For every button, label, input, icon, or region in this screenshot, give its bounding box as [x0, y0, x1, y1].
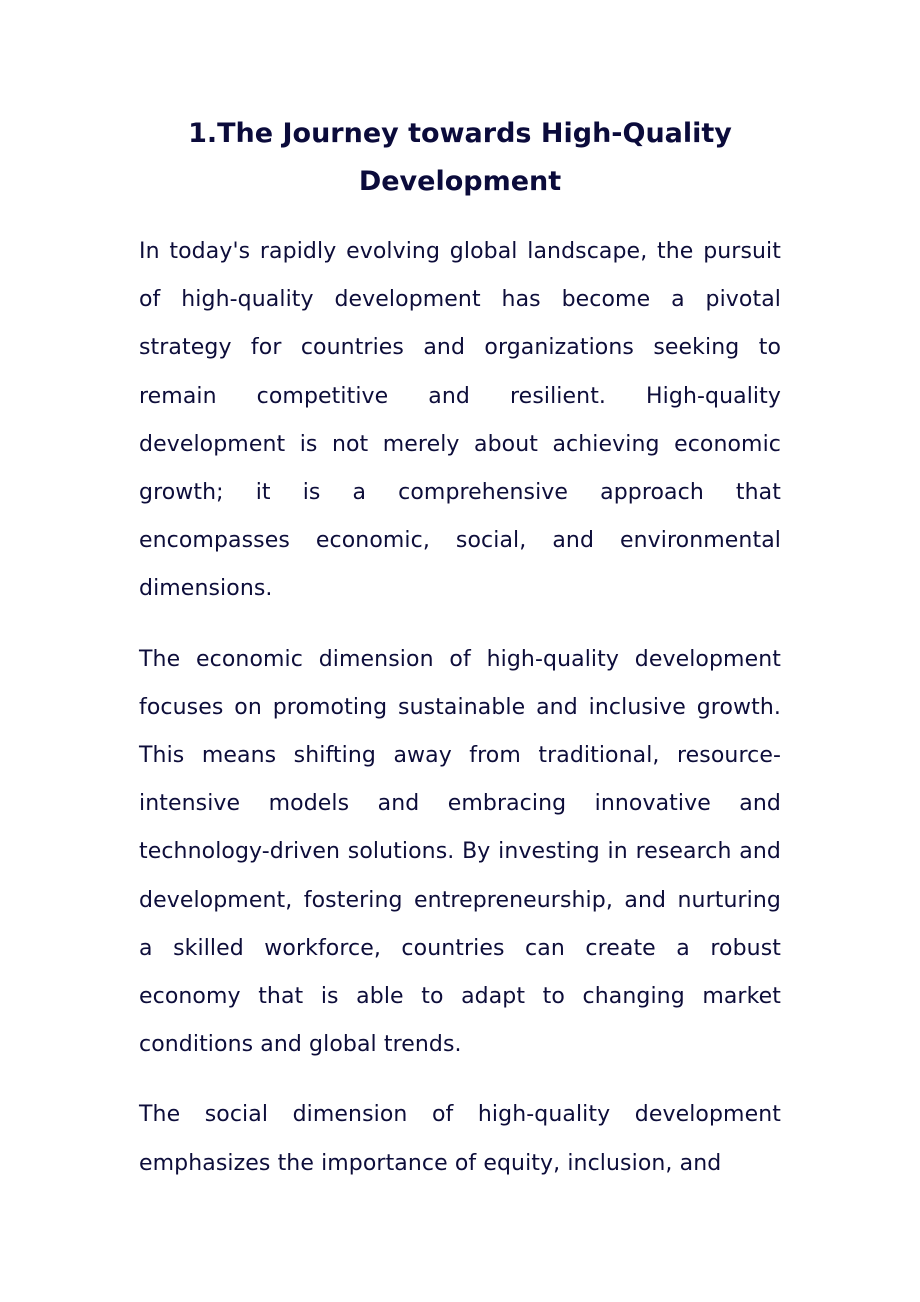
document-title: 1.The Journey towards High-Quality Development	[188, 118, 732, 197]
paragraph-social-dimension: The social dimension of high-quality development emphasizes the importance of equity, inclusion, and	[139, 1102, 781, 1176]
paragraph-economic-dimension: The economic dimension of high-quality development focuses on promoting sustainable and inclusive growth. This means shifting away from traditional, resource-intensive models and embracing innovative and technology-driven solutions. By investing in research and development, fostering entrepreneurship, and nurturing a skilled workforce, countries can create a robust economy that is able to adapt to changing market conditions and global trends.	[139, 646, 781, 1058]
document-body	[139, 110, 781, 1188]
paragraph-intro: In today's rapidly evolving global landscape, the pursuit of high-quality development has become a pivotal strategy for countries and organizations seeking to remain competitive and resilient. High-quality development is not merely about achieving economic growth; it is a comprehensive approach that encompasses economic, social, and environmental dimensions.	[139, 239, 781, 602]
